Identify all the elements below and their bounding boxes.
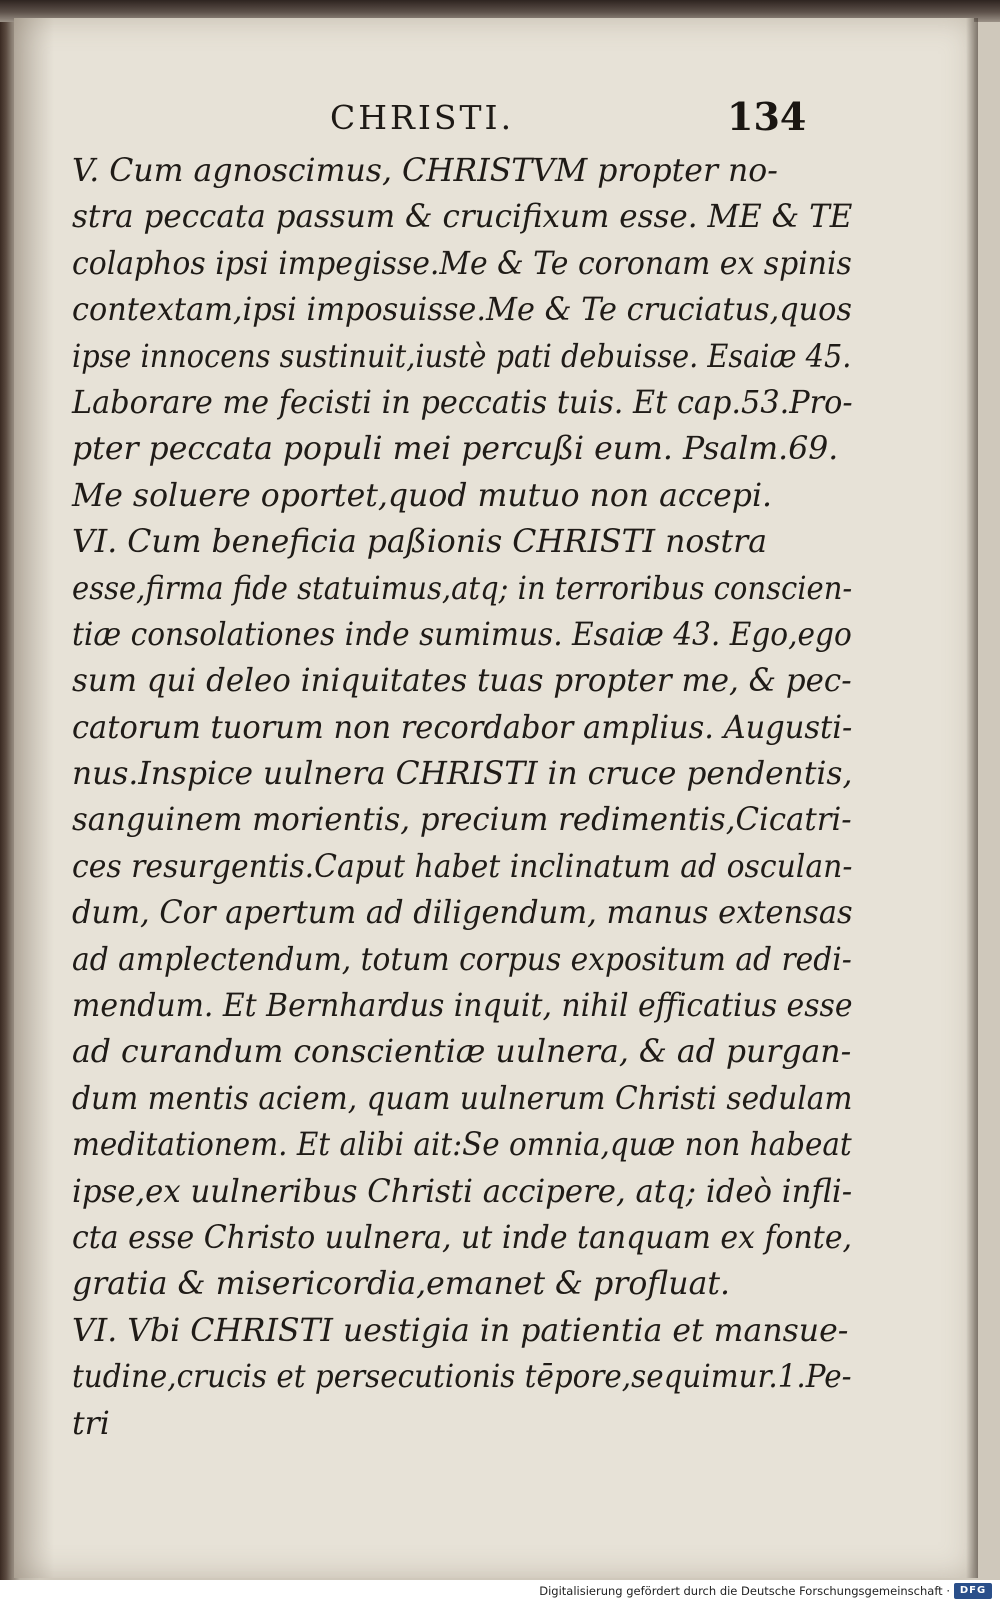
book-page <box>14 18 974 1578</box>
text-line: stra peccata passum & crucifixum esse. ME & TE <box>72 199 853 236</box>
text-line: ipse innocens sustinuit,iustè pati debuisse. Esaiæ 45. <box>72 338 852 375</box>
text-line: sum qui deleo iniquitates tuas propter me, & pec- <box>72 663 852 700</box>
text-line: mendum. Et Bernhardus inquit, nihil efficatius esse <box>72 988 853 1025</box>
page-number: 134 <box>727 94 807 139</box>
running-title: CHRISTI. <box>330 98 515 137</box>
text-line: tri <box>72 1405 110 1442</box>
text-line: dum mentis aciem, quam uulnerum Christi sedulam <box>72 1080 853 1117</box>
text-line: sanguinem morientis, precium redimentis,Cicatri- <box>72 802 852 839</box>
text-line: VI. Cum beneficia paßionis CHRISTI nostra <box>72 524 767 561</box>
text-line: colaphos ipsi impegisse.Me & Te coronam ex spinis <box>72 245 852 282</box>
text-line: tudine,crucis et persecutionis tēpore,sequimur.1.Pe- <box>72 1359 852 1396</box>
text-line: tiæ consolationes inde sumimus. Esaiæ 43. Ego,ego <box>72 616 852 653</box>
page-edge-shadow <box>966 18 978 1578</box>
text-line: meditationem. Et alibi ait:Se omnia,quæ non habeat <box>72 1127 852 1164</box>
text-line: contextam,ipsi imposuisse.Me & Te cruciatus,quos <box>72 292 852 329</box>
text-line: gratia & misericordia,emanet & profluat. <box>72 1266 731 1303</box>
text-line: ipse,ex uulneribus Christi accipere, atq; ideò infli- <box>72 1173 853 1210</box>
dfg-logo: DFG <box>954 1583 992 1599</box>
text-line: V. Cum agnoscimus, CHRISTVM propter no- <box>72 153 778 189</box>
running-head <box>14 94 974 142</box>
text-line: esse,firma fide statuimus,atq; in terroribus conscien- <box>72 570 853 607</box>
text-line: ad amplectendum, totum corpus expositum ad redi- <box>72 941 852 978</box>
text-line: Me soluere oportet,quod mutuo non accepi. <box>72 477 773 514</box>
text-line: VI. Vbi CHRISTI uestigia in patientia et mansue- <box>72 1312 849 1349</box>
text-line: ad curandum conscientiæ uulnera, & ad purgan- <box>72 1034 852 1071</box>
footer-bar <box>0 1580 1000 1604</box>
text-line: nus.Inspice uulnera CHRISTI in cruce pendentis, <box>72 756 853 793</box>
text-line: pter peccata populi mei percußi eum. Psalm.69. <box>72 431 839 468</box>
text-line: cta esse Christo uulnera, ut inde tanquam ex fonte, <box>72 1219 853 1256</box>
body-text <box>72 148 852 1447</box>
text-line: catorum tuorum non recordabor amplius. Augusti- <box>72 709 853 746</box>
text-line: ces resurgentis.Caput habet inclinatum ad osculan- <box>72 848 853 885</box>
text-line: Laborare me fecisti in peccatis tuis. Et cap.53.Pro- <box>72 384 853 421</box>
text-line: dum, Cor apertum ad diligendum, manus extensas <box>72 895 853 932</box>
funding-credit: Digitalisierung gefördert durch die Deutsche Forschungsgemeinschaft · <box>539 1584 950 1598</box>
